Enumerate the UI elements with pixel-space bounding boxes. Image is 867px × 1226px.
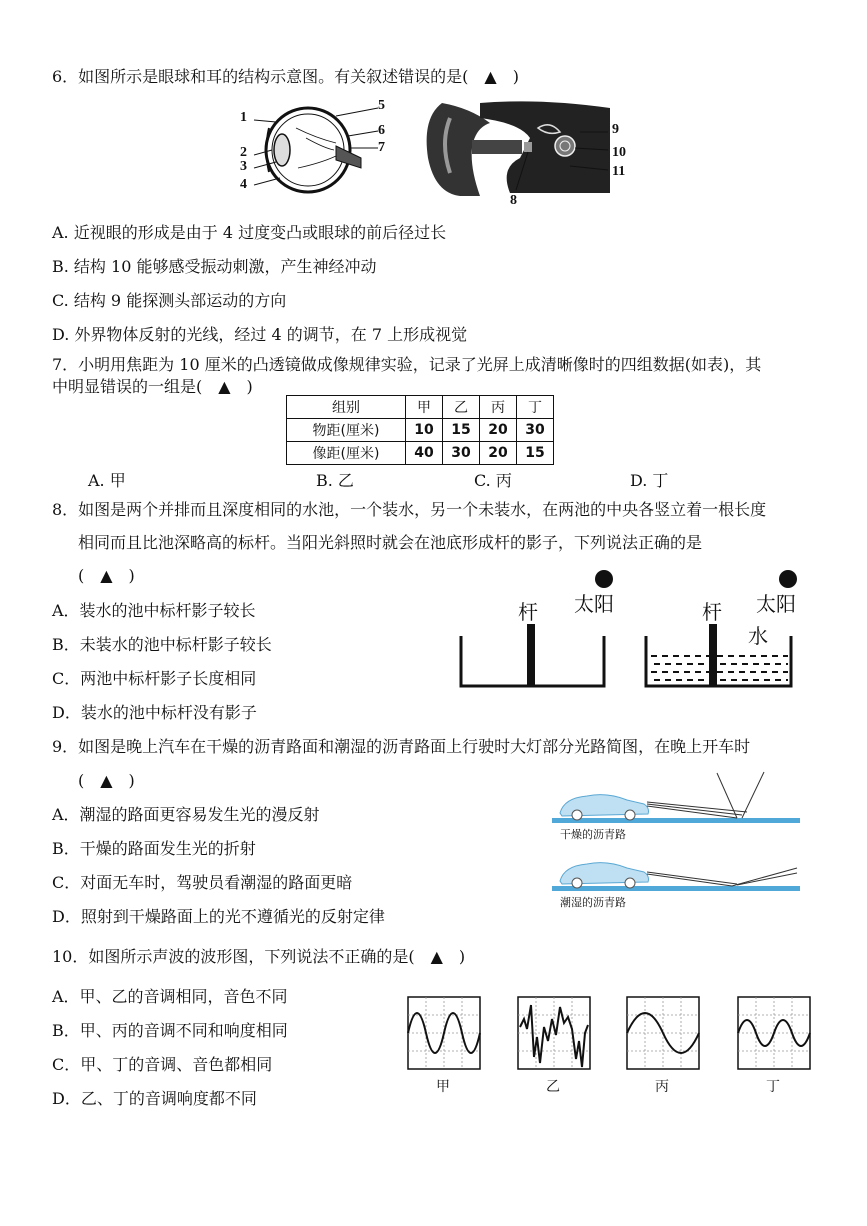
q7-option-a[interactable]: A. 甲 [88, 471, 126, 490]
q9-stem-line1: 9．如图是晚上汽车在干燥的沥青路面和潮湿的沥青路面上行驶时大灯部分光路简图，在晚上开车时 [52, 737, 751, 756]
q7-stem-line1: 7．小明用焦距为 10 厘米的凸透镜做成像规律实验，记录了光屏上成清晰像时的四组数据(如表)，其 [52, 355, 762, 374]
q7-option-c[interactable]: C. 丙 [474, 471, 512, 490]
q7-option-d[interactable]: D. 丁 [630, 471, 669, 490]
table-cell: 40 [406, 442, 443, 465]
table-cell: 丁 [517, 396, 554, 419]
dry-road-label: 干燥的沥青路 [560, 828, 626, 841]
q9-option-b[interactable]: B．干燥的路面发生光的折射 [52, 839, 256, 858]
table-cell: 20 [480, 442, 517, 465]
table-cell: 15 [443, 419, 480, 442]
table-row [287, 442, 554, 465]
q6-option-d[interactable]: D. 外界物体反射的光线，经过 4 的调节，在 7 上形成视觉 [52, 325, 468, 344]
eye-label-7: 7 [378, 140, 385, 155]
waveform-panel-2 [518, 997, 590, 1069]
q7-stem-line2: 中明显错误的一组是( ▲ ) [52, 377, 253, 396]
eye-label-1: 1 [240, 110, 247, 125]
table-cell: 丙 [480, 396, 517, 419]
q8-option-d[interactable]: D．装水的池中标杆没有影子 [52, 703, 257, 722]
waveform-panel-3 [627, 997, 699, 1069]
q6-stem: 6．如图所示是眼球和耳的结构示意图。有关叙述错误的是( ▲ ) [52, 67, 519, 86]
ear-diagram [420, 98, 610, 198]
eye-label-5: 5 [378, 98, 385, 113]
q8-stem-line3: ( ▲ ) [78, 566, 135, 585]
wave-label-2: 乙 [546, 1079, 560, 1095]
ear-label-11: 11 [612, 164, 626, 179]
q10-option-b[interactable]: B．甲、丙的音调不同和响度相同 [52, 1021, 288, 1040]
sun-icon [595, 570, 613, 588]
q8-option-c[interactable]: C．两池中标杆影子长度相同 [52, 669, 257, 688]
q8-stem-line1: 8．如图是两个并排而且深度相同的水池，一个装水，另一个未装水，在两池的中央各竖立着一根长度 [52, 500, 767, 519]
eye-label-3: 3 [240, 159, 247, 174]
eye-diagram [236, 98, 386, 198]
pole-label-empty: 杆 [518, 600, 538, 624]
ear-label-10: 10 [612, 145, 626, 160]
q8-stem-line2: 相同而且比池深略高的标杆。当阳光斜照时就会在池底形成杆的影子，下列说法正确的是 [78, 533, 703, 552]
q10-option-a[interactable]: A．甲、乙的音调相同，音色不同 [52, 987, 288, 1006]
water-label: 水 [748, 624, 768, 648]
table-cell: 20 [480, 419, 517, 442]
sun-label-water: 太阳 [756, 592, 796, 616]
table-cell: 10 [406, 419, 443, 442]
pole-label-water: 杆 [702, 600, 722, 624]
q8-option-a[interactable]: A．装水的池中标杆影子较长 [52, 601, 256, 620]
table-cell: 30 [517, 419, 554, 442]
table-cell: 30 [443, 442, 480, 465]
q8-option-b[interactable]: B．未装水的池中标杆影子较长 [52, 635, 272, 654]
q9-option-a[interactable]: A．潮湿的路面更容易发生光的漫反射 [52, 805, 320, 824]
q10-option-c[interactable]: C．甲、丁的音调、音色都相同 [52, 1055, 273, 1074]
q6-option-b[interactable]: B. 结构 10 能够感受振动刺激，产生神经冲动 [52, 257, 377, 276]
eye-label-6: 6 [378, 123, 385, 138]
table-cell: 物距(厘米) [287, 419, 406, 442]
wave-label-3: 丙 [655, 1079, 669, 1095]
ear-label-9: 9 [612, 122, 619, 137]
table-cell: 乙 [443, 396, 480, 419]
waveform-panel-1 [408, 997, 480, 1069]
q10-option-d[interactable]: D．乙、丁的音调响度都不同 [52, 1089, 257, 1108]
q10-stem: 10．如图所示声波的波形图，下列说法不正确的是( ▲ ) [52, 947, 466, 966]
q7-data-table [286, 395, 554, 465]
table-header-row [287, 396, 554, 419]
table-cell: 像距(厘米) [287, 442, 406, 465]
table-cell: 甲 [406, 396, 443, 419]
q9-option-c[interactable]: C．对面无车时，驾驶员看潮湿的路面更暗 [52, 873, 353, 892]
table-row [287, 419, 554, 442]
q6-option-a[interactable]: A. 近视眼的形成是由于 4 过度变凸或眼球的前后径过长 [52, 223, 447, 242]
table-cell: 15 [517, 442, 554, 465]
q7-option-b[interactable]: B. 乙 [316, 471, 354, 490]
eye-label-4: 4 [240, 177, 247, 192]
sun-icon [779, 570, 797, 588]
wave-label-4: 丁 [766, 1079, 780, 1095]
q9-stem-line2: ( ▲ ) [78, 771, 135, 790]
wave-label-1: 甲 [436, 1079, 450, 1095]
table-cell: 组别 [287, 396, 406, 419]
sun-label-empty: 太阳 [574, 592, 614, 616]
waveform-panel-4 [738, 997, 810, 1069]
eye-label-2: 2 [240, 145, 247, 160]
q6-option-c[interactable]: C. 结构 9 能探测头部运动的方向 [52, 291, 287, 310]
wet-road-label: 潮湿的沥青路 [560, 896, 626, 909]
q9-option-d[interactable]: D．照射到干燥路面上的光不遵循光的反射定律 [52, 907, 385, 926]
ear-label-8: 8 [510, 193, 517, 208]
